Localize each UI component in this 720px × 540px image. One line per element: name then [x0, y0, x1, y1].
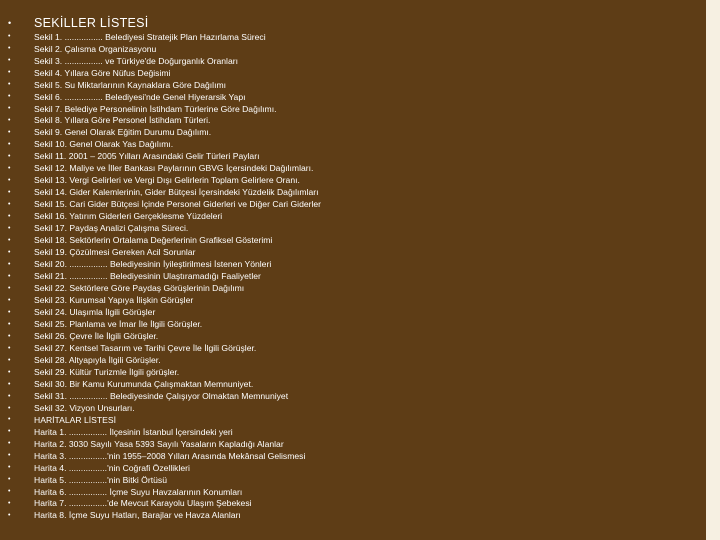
- list-item-text: Sekil 4. Yıllara Göre Nüfus Değisimi: [34, 67, 171, 78]
- bullet: •: [8, 392, 11, 400]
- list-item: [8, 426, 321, 438]
- list-item-text: Sekil 28. Altyapıyla İlgili Görüşler.: [34, 354, 161, 365]
- bullet: •: [8, 500, 11, 508]
- list-item: [8, 378, 321, 390]
- list-item: [8, 246, 321, 258]
- bullet: •: [8, 368, 11, 376]
- list-item-text: Sekil 22. Sektörlere Göre Paydaş Görüşlerinin Dağılımı: [34, 283, 245, 294]
- list-item: [8, 294, 321, 306]
- list-item-text: Sekil 21. ................ Belediyesinin Ulaştıramadığı Faaliyetler: [34, 271, 261, 282]
- bullet: •: [8, 93, 11, 101]
- list-item-text: Harita 8. İçme Suyu Hatları, Barajlar ve Havza Alanları: [34, 510, 241, 521]
- bullet: •: [8, 488, 11, 496]
- list-item-text: Harita 1. ................ İlçesinin İstanbul İçersindeki yeri: [34, 426, 233, 437]
- bullet: •: [8, 356, 11, 364]
- bullet: •: [8, 105, 11, 113]
- bullet: •: [8, 165, 11, 173]
- bullet: •: [8, 332, 11, 340]
- list-item: [8, 330, 321, 342]
- figure-list: [8, 31, 321, 522]
- list-item-text: Sekil 32. Vizyon Unsurları.: [34, 402, 135, 413]
- bullet: •: [8, 272, 11, 280]
- list-item: [8, 318, 321, 330]
- list-item: [8, 187, 321, 199]
- bullet: •: [8, 320, 11, 328]
- bullet: •: [8, 236, 11, 244]
- list-item-text: Sekil 2. Çalısma Organizasyonu: [34, 43, 157, 54]
- list-item: [8, 151, 321, 163]
- bullet: •: [8, 344, 11, 352]
- list-item: [8, 462, 321, 474]
- list-item-text: Sekil 11. 2001 – 2005 Yılları Arasındaki Gelir Türleri Payları: [34, 151, 260, 162]
- list-item: [8, 390, 321, 402]
- list-item-text: Harita 4. ................'nin Coğrafi Özellikleri: [34, 462, 190, 473]
- list-item: [8, 199, 321, 211]
- heading-text: SEKİLLER LİSTESİ: [34, 16, 149, 30]
- list-item: [8, 282, 321, 294]
- bullet: •: [8, 260, 11, 268]
- list-item-text: Sekil 23. Kurumsal Yapıya İlişkin Görüşler: [34, 295, 194, 305]
- list-item-text: Sekil 8. Yıllara Göre Personel İstihdam Türleri.: [34, 115, 211, 126]
- bullet: •: [8, 404, 11, 412]
- list-item-text: Sekil 17. Paydaş Analizi Çalışma Süreci.: [34, 223, 189, 234]
- list-item-text: Harita 5. ................'nin Bitki Örtüsü: [34, 474, 167, 485]
- bullet: •: [8, 153, 11, 161]
- list-item-text: Harita 6. ................ İçme Suyu Havzalarının Konumları: [34, 486, 243, 497]
- bullet: •: [8, 189, 11, 197]
- list-item: [8, 175, 321, 187]
- list-item: [8, 163, 321, 175]
- right-margin: [706, 0, 720, 540]
- bullet: •: [8, 440, 11, 448]
- bullet: •: [8, 380, 11, 388]
- list-item: [8, 234, 321, 246]
- list-item: [8, 510, 321, 522]
- list-item: [8, 55, 321, 67]
- list-item-text: Sekil 5. Su Miktarlarının Kaynaklara Göre Dağılımı: [34, 79, 227, 90]
- list-item: [8, 127, 321, 139]
- list-item-text: Sekil 19. Çözülmesi Gereken Acil Sorunlar: [34, 247, 196, 258]
- list-item: [8, 67, 321, 79]
- list-item: [8, 450, 321, 462]
- bullet: •: [8, 308, 11, 316]
- list-item: [8, 258, 321, 270]
- bullet: •: [8, 129, 11, 137]
- list-item: [8, 91, 321, 103]
- bullet: •: [8, 117, 11, 125]
- list-item-text: Harita 2. 3030 Sayılı Yasa 5393 Sayılı Yasaların Kapladığı Alanlar: [34, 438, 284, 449]
- list-item: [8, 498, 321, 510]
- bullet: •: [8, 224, 11, 232]
- list-item: [8, 366, 321, 378]
- list-item: [8, 474, 321, 486]
- list-item-text: Sekil 15. Cari Gider Bütçesi İçinde Personel Giderleri ve Diğer Cari Giderler: [34, 199, 322, 210]
- list-item-text: Sekil 26. Çevre İle İlgili Görüşler.: [34, 330, 159, 341]
- bullet: •: [8, 69, 11, 77]
- bullet: •: [8, 33, 11, 41]
- list-item: [8, 414, 321, 426]
- bullet: •: [8, 296, 11, 304]
- list-item-text: Sekil 13. Vergi Gelirleri ve Vergi Dışı Gelirlerin Toplam Gelirlere Oranı.: [34, 175, 300, 186]
- list-item-text: Sekil 29. Kültür Turizmle İlgili görüşler.: [34, 366, 180, 377]
- list-item: [8, 486, 321, 498]
- list-item-text: Sekil 16. Yatırım Giderleri Gerçeklesme Yüzdeleri: [34, 211, 223, 222]
- list-item: [8, 402, 321, 414]
- bullet: •: [8, 428, 11, 436]
- list-item-text: Sekil 20. ................ Belediyesinin İyileştirilmesi İstenen Yönleri: [34, 259, 272, 270]
- list-item-text: Sekil 9. Genel Olarak Eğitim Durumu Dağılımı.: [34, 127, 212, 138]
- list-item-text: Sekil 3. ................ ve Türkiye'de Doğurganlık Oranları: [34, 55, 238, 66]
- list-item-text: Sekil 25. Planlama ve İmar İle İlgili Görüşler.: [34, 318, 203, 329]
- bullet: •: [8, 476, 11, 484]
- list-item-text: Sekil 18. Sektörlerin Ortalama Değerlerinin Grafiksel Gösterimi: [34, 235, 273, 246]
- bullet: •: [8, 213, 11, 221]
- list-item-text: Harita 3. ................'nin 1955–2008 Yılları Arasında Mekânsal Gelismesi: [34, 450, 306, 461]
- bullet: •: [8, 18, 12, 28]
- list-item: [8, 139, 321, 151]
- list-item-text: Sekil 24. Ulaşımla İlgili Görüşler: [34, 306, 156, 317]
- bullet: •: [8, 201, 11, 209]
- bullet: •: [8, 512, 11, 520]
- list-item-text: HARİTALAR LİSTESİ: [34, 414, 116, 425]
- list-item-text: Sekil 31. ................ Belediyesinde Çalışıyor Olmaktan Memnuniyet: [34, 390, 289, 401]
- list-item-text: Sekil 1. ................ Belediyesi Stratejik Plan Hazırlama Süreci: [34, 31, 266, 42]
- list-item: [8, 31, 321, 43]
- bullet: •: [8, 141, 11, 149]
- list-item-text: Sekil 12. Maliye ve İller Bankası Paylarının GBVG İçersindeki Dağılımları.: [34, 163, 314, 174]
- list-item: [8, 211, 321, 223]
- bullet: •: [8, 452, 11, 460]
- list-item: [8, 223, 321, 235]
- bullet: •: [8, 177, 11, 185]
- bullet: •: [8, 284, 11, 292]
- bullet: •: [8, 81, 11, 89]
- bullet: •: [8, 416, 11, 424]
- list-item: [8, 438, 321, 450]
- list-item-text: Sekil 6. ................ Belediyesi'nde Genel Hiyerarsik Yapı: [34, 91, 246, 102]
- list-item: [8, 79, 321, 91]
- list-item-text: Sekil 7. Belediye Personelinin İstihdam Türlerine Göre Dağılımı.: [34, 103, 277, 114]
- list-item-text: Sekil 27. Kentsel Tasarım ve Tarihi Çevre İle İlgili Görüşler.: [34, 342, 257, 353]
- bullet: •: [8, 248, 11, 256]
- bullet: •: [8, 57, 11, 65]
- list-item: [8, 354, 321, 366]
- list-item-text: Harita 7. ................'de Mevcut Karayolu Ulaşım Şebekesi: [34, 498, 252, 509]
- bullet: •: [8, 464, 11, 472]
- list-item: [8, 270, 321, 282]
- list-item-text: Sekil 10. Genel Olarak Yas Dağılımı.: [34, 139, 174, 150]
- list-item-text: Sekil 14. Gider Kalemlerinin, Gider Bütçesi İçersindeki Yüzdelik Dağılımları: [34, 187, 319, 198]
- list-item: [8, 43, 321, 55]
- list-item: [8, 342, 321, 354]
- list-heading: [8, 13, 149, 33]
- list-item: [8, 306, 321, 318]
- list-item: [8, 115, 321, 127]
- list-item-text: Sekil 30. Bir Kamu Kurumunda Çalışmaktan Memnuniyet.: [34, 378, 254, 389]
- bullet: •: [8, 45, 11, 53]
- list-item: [8, 103, 321, 115]
